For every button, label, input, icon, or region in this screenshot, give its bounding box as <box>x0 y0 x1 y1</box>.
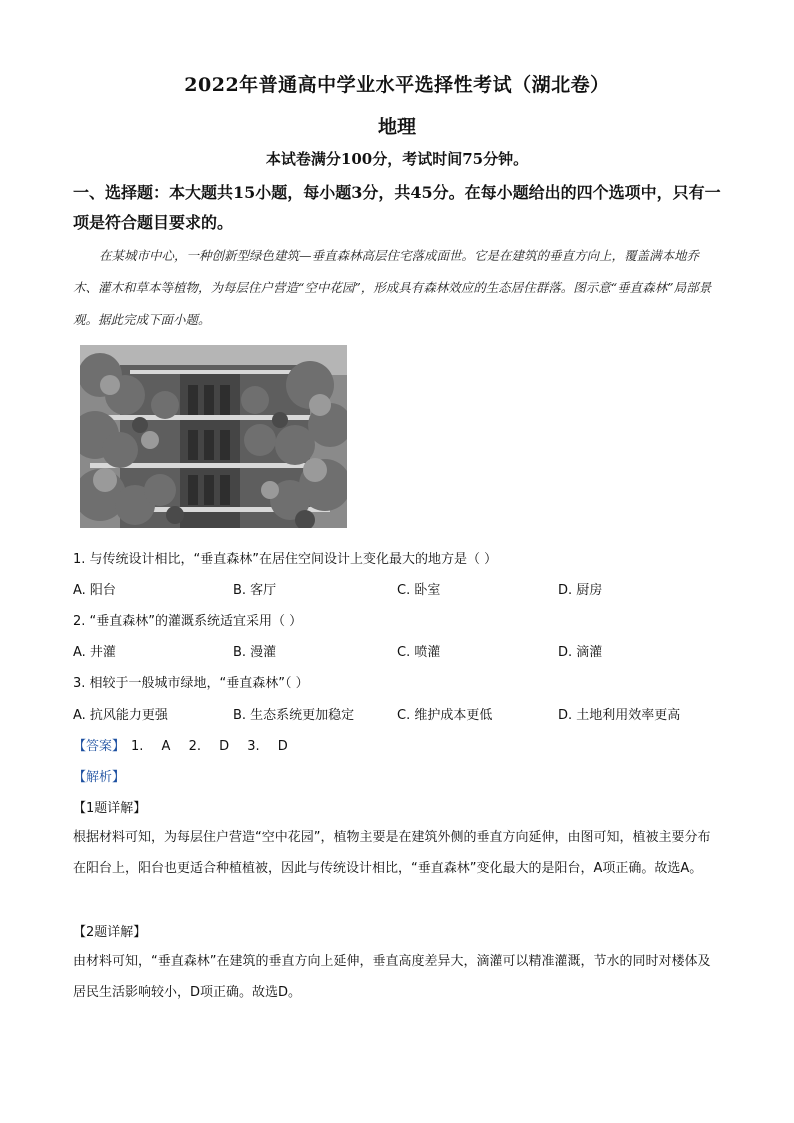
q1-option-a: A. 阳台 <box>73 583 116 598</box>
question-2-stem: 2. “垂直森林”的灌溉系统适宜采用（ ） <box>73 614 303 629</box>
q3-option-d: D. 土地利用效率更高 <box>558 708 681 723</box>
detail-2-heading: 【2题详解】 <box>73 925 147 940</box>
detail-1-heading: 【1题详解】 <box>73 801 147 816</box>
answer-values: 1. A 2. D 3. D <box>131 739 288 754</box>
section-heading: 一、选择题：本大题共15小题，每小题3分，共45分。在每小题给出的四个选项中，只有一项是符合题目要求的。 <box>73 183 721 232</box>
q3-option-b: B. 生态系统更加稳定 <box>233 708 355 723</box>
analysis-label: 【解析】 <box>73 770 126 785</box>
detail-1-text: 根据材料可知，为每层住户营造“空中花园”，植物主要是在建筑外侧的垂直方向延伸，由图可知，植被主要分布在阳台上，阳台也更适合种植植被，因此与传统设计相比，“垂直森林”变化最大的是阳台，A项正确。故选A。 <box>73 830 711 876</box>
q3-option-a: A. 抗风能力更强 <box>73 708 168 723</box>
reading-passage: 在某城市中心，一种创新型绿色建筑—垂直森林高层住宅落成面世。它是在建筑的垂直方向上，覆盖满本地乔木、灌木和草本等植物，为每层住户营造“空中花园”，形成具有森林效应的生态居住群落。图示意“垂直森林”局部景观。据此完成下面小题。 <box>73 248 712 327</box>
question-3-stem: 3. 相较于一般城市绿地，“垂直森林”（ ） <box>73 676 309 691</box>
q1-option-c: C. 卧室 <box>397 583 441 598</box>
q2-option-a: A. 井灌 <box>73 645 116 660</box>
answer-line <box>73 735 288 754</box>
exam-title: 2022年普通高中学业水平选择性考试（湖北卷） <box>184 74 610 96</box>
q3-option-c: C. 维护成本更低 <box>397 708 493 723</box>
q1-option-b: B. 客厅 <box>233 583 277 598</box>
q2-option-d: D. 滴灌 <box>558 645 603 660</box>
q2-option-b: B. 漫灌 <box>233 645 277 660</box>
q1-option-d: D. 厨房 <box>558 583 603 598</box>
q2-option-c: C. 喷灌 <box>397 645 441 660</box>
question-1-stem: 1. 与传统设计相比，“垂直森林”在居住空间设计上变化最大的地方是（ ） <box>73 552 498 567</box>
exam-subject: 地理 <box>377 116 416 138</box>
exam-info: 本试卷满分100分，考试时间75分钟。 <box>265 150 529 168</box>
answer-label: 【答案】 <box>73 739 126 754</box>
detail-2-text: 由材料可知，“垂直森林”在建筑的垂直方向上延伸，垂直高度差异大，滴灌可以精准灌溉，节水的同时对楼体及居民生活影响较小，D项正确。故选D。 <box>73 954 711 1000</box>
vertical-forest-photo <box>80 345 347 528</box>
